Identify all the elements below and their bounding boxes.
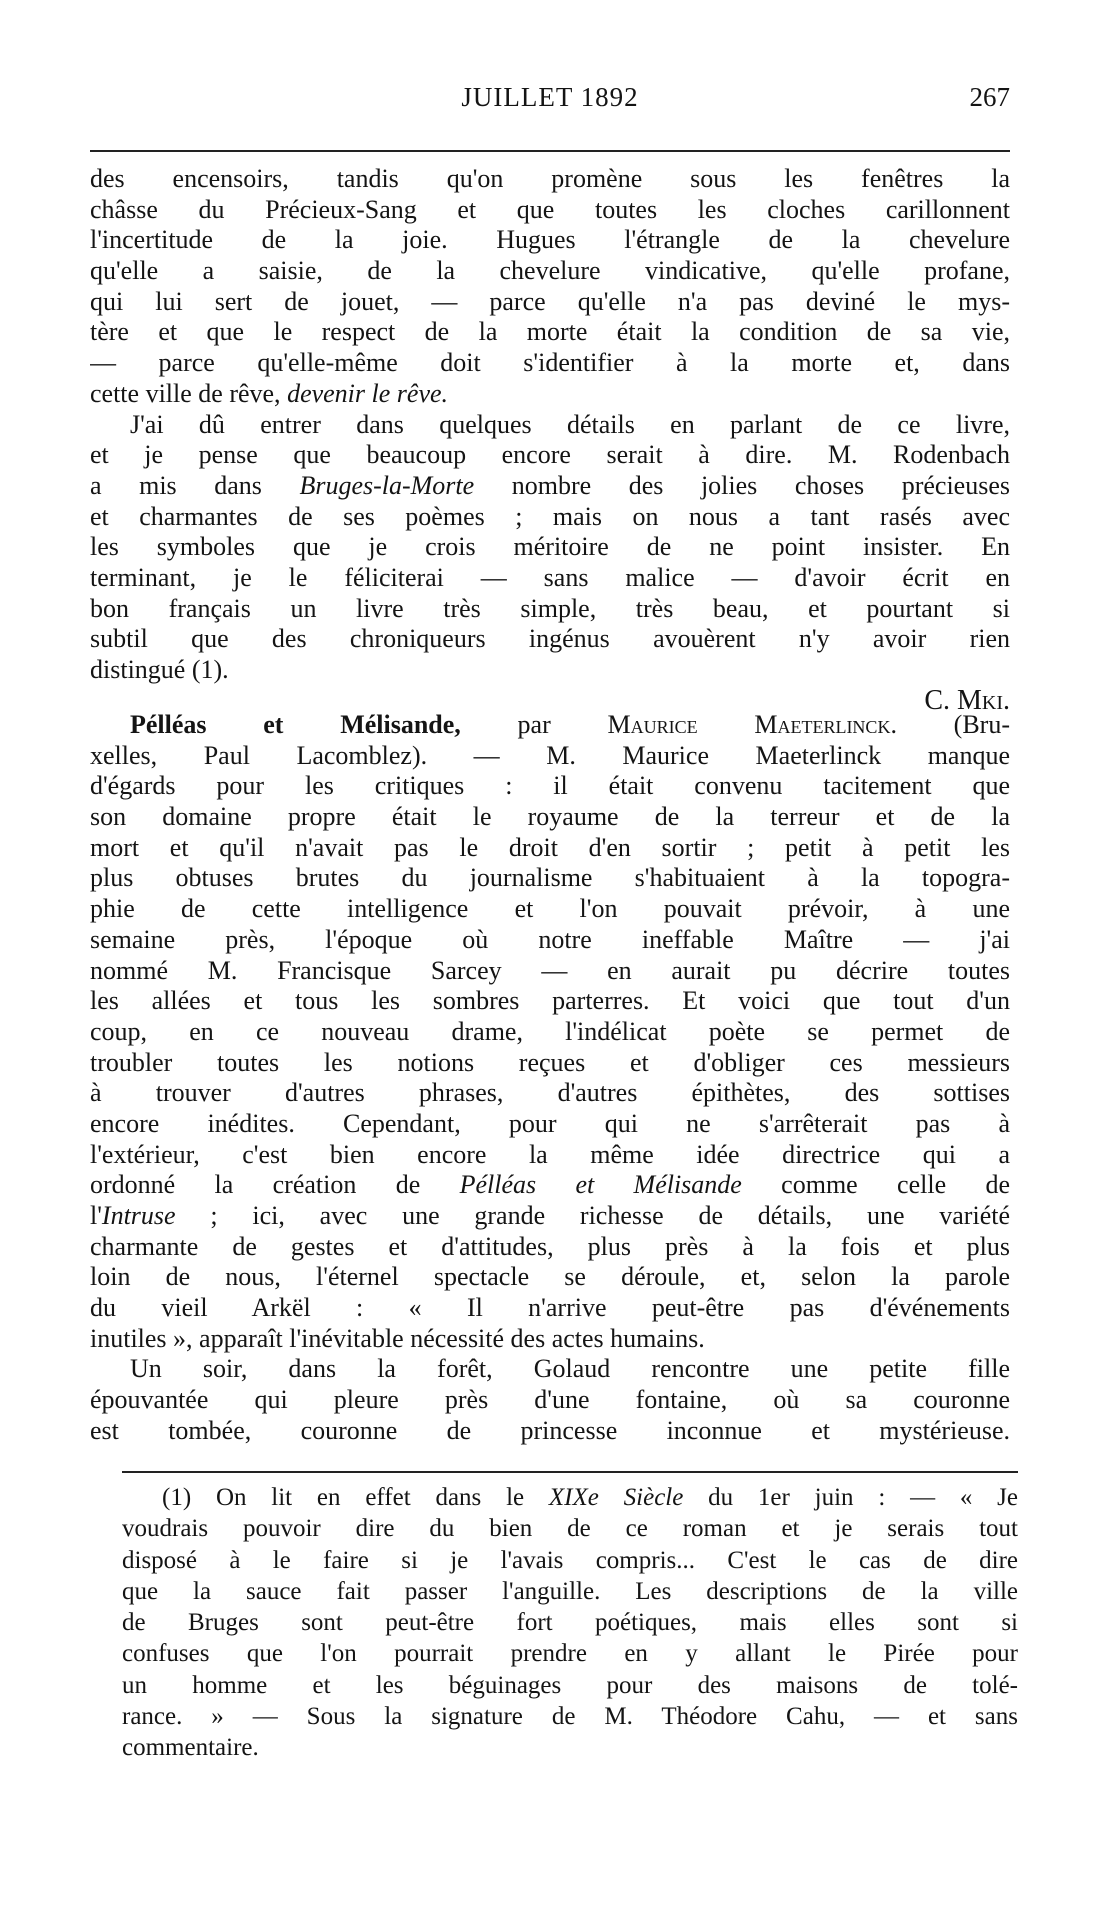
text-line: à trouver d'autres phrases, d'autres épithètes, des sottises [90, 1078, 1010, 1108]
text-line: inutiles », apparaît l'inévitable nécessité des actes humains. [90, 1323, 705, 1353]
footnote-line: confuses que l'on pourrait prendre en y allant le Pirée pour [122, 1640, 1018, 1668]
review-author: Maurice Maeterlinck. [607, 710, 897, 739]
text-line: du vieil Arkël : « Il n'arrive peut-être pas d'événements [90, 1293, 1010, 1323]
text-line: et je pense que beaucoup encore serait à dire. M. Rodenbach [90, 440, 1010, 470]
footnote-line: disposé à le faire si je l'avais compris... C'est le cas de dire [122, 1546, 1018, 1574]
footnote-line: un homme et les béguinages pour des maisons de tolé- [122, 1671, 1018, 1699]
text-line: troubler toutes les notions reçues et d'obliger ces messieurs [90, 1047, 1010, 1077]
footnote [122, 1482, 1018, 1764]
footnote-line: que la sauce fait passer l'anguille. Les descriptions de la ville [122, 1577, 1018, 1605]
text-line: qui lui sert de jouet, — parce qu'elle n'a pas deviné le mys- [90, 286, 1010, 316]
running-head: JUILLET 1892 [461, 82, 639, 112]
page-number: 267 [969, 82, 1010, 112]
text-line: châsse du Précieux-Sang et que toutes les cloches carillonnent [90, 194, 1010, 224]
text-line [90, 471, 1010, 502]
text-line: les allées et tous les sombres parterres. Et voici que tout d'un [90, 986, 1010, 1016]
paragraph-start-line: Un soir, dans la forêt, Golaud rencontre une petite fille [130, 1354, 1010, 1384]
text-line: encore inédites. Cependant, pour qui ne s'arrêterait pas à [90, 1108, 1010, 1138]
text-span: a mis dans [90, 470, 300, 500]
text-line: des encensoirs, tandis qu'on promène sous les fenêtres la [90, 164, 1010, 193]
text-span: (Bru- [896, 710, 1010, 739]
text-span: (1) On lit en effet dans le [162, 1484, 549, 1511]
text-line [90, 1201, 1010, 1232]
text-line: phie de cette intelligence et l'on pouvait prévoir, à une [90, 894, 1010, 924]
text-span: du 1er juin : — « Je [683, 1484, 1018, 1511]
text-span: comme celle de [741, 1170, 1010, 1200]
review-pelleas-et-melisande [90, 710, 1010, 1447]
book-title: Bruges-la-Morte [299, 470, 475, 500]
text-span: par [460, 710, 608, 739]
signature: C. Mki. [924, 685, 1010, 716]
page-header [90, 82, 1010, 122]
review-title: Pélléas et Mélisande, [130, 710, 461, 739]
header-rule [90, 150, 1010, 152]
text-line: tère et que le respect de la morte était la condition de sa vie, [90, 317, 1010, 347]
text-span: nombre des jolies choses précieuses [474, 470, 1010, 500]
text-line: l'extérieur, c'est bien encore la même idée directrice qui a [90, 1139, 1010, 1169]
text-span: ordonné la création de [90, 1170, 460, 1200]
text-line: et charmantes de ses poèmes ; mais on nous a tant rasés avec [90, 501, 1010, 531]
text-span: l' [90, 1201, 102, 1230]
play-title: Intruse [101, 1201, 176, 1230]
text-line: xelles, Paul Lacomblez). — M. Maurice Maeterlinck manque [90, 740, 1010, 770]
footnote-rule [122, 1471, 1018, 1473]
text-line: qu'elle a saisie, de la chevelure vindicative, qu'elle profane, [90, 256, 1010, 286]
footnote-line: voudrais pouvoir dire du bien de ce roman et je serais tout [122, 1515, 1018, 1543]
review-heading-line [90, 710, 1010, 741]
text-line: est tombée, couronne de princesse inconnue et mystérieuse. [90, 1415, 1010, 1445]
text-line: plus obtuses brutes du journalisme s'habituaient à la topogra- [90, 863, 1010, 893]
text-span: ; ici, avec une grande richesse de détails, une variété [175, 1201, 1010, 1230]
text-line: charmante de gestes et d'attitudes, plus près à la fois et plus [90, 1231, 1010, 1261]
play-title: Pélléas et Mélisande [459, 1170, 742, 1200]
journal-title: XIXe Siècle [548, 1484, 684, 1511]
text-line: les symboles que je crois méritoire de ne point insister. En [90, 532, 1010, 562]
text-line: l'incertitude de la joie. Hugues l'étrangle de la chevelure [90, 225, 1010, 255]
text-span: cette ville de rêve, [90, 378, 281, 408]
text-line: loin de nous, l'éternel spectacle se déroule, et, selon la parole [90, 1262, 1010, 1292]
italic-phrase: devenir le rêve. [287, 378, 449, 408]
text-line: terminant, je le féliciterai — sans malice — d'avoir écrit en [90, 562, 1010, 592]
footnote-line: commentaire. [122, 1734, 259, 1762]
text-line: semaine près, l'époque où notre ineffable Maître — j'ai [90, 924, 1010, 954]
text-line: coup, en ce nouveau drame, l'indélicat poète se permet de [90, 1016, 1010, 1046]
text-line: d'égards pour les critiques : il était convenu tacitement que [90, 771, 1010, 801]
footnote-first-line [122, 1482, 1018, 1513]
paragraph-start-line: J'ai dû entrer dans quelques détails en parlant de ce livre, [130, 409, 1010, 439]
text-line: subtil que des chroniqueurs ingénus avouèrent n'y avoir rien [90, 624, 1010, 654]
text-line: mort et qu'il n'avait pas le droit d'en sortir ; petit à petit les [90, 832, 1010, 862]
text-line: nommé M. Francisque Sarcey — en aurait pu décrire toutes [90, 955, 1010, 985]
text-line: épouvantée qui pleure près d'une fontaine, où sa couronne [90, 1385, 1010, 1415]
footnote-line: de Bruges sont peut-être fort poétiques, mais elles sont si [122, 1609, 1018, 1637]
text-line: — parce qu'elle-même doit s'identifier à la morte et, dans [90, 348, 1010, 378]
text-line: son domaine propre était le royaume de la terreur et de la [90, 802, 1010, 832]
text-line: bon français un livre très simple, très beau, et pourtant si [90, 593, 1010, 623]
text-line [90, 379, 1010, 410]
footnote-line: rance. » — Sous la signature de M. Théodore Cahu, — et sans [122, 1703, 1018, 1731]
review-bruges-la-morte [90, 164, 1010, 716]
text-line [90, 1170, 1010, 1201]
text-line: distingué (1). [90, 655, 229, 684]
